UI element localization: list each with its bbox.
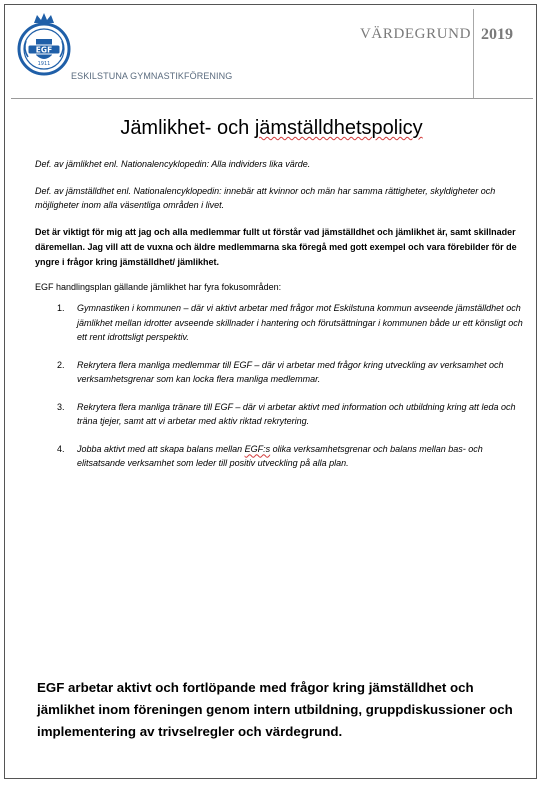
list-number: 2. [57, 359, 65, 370]
organization-name: ESKILSTUNA GYMNASTIKFÖRENING [71, 71, 233, 81]
list-item [35, 358, 525, 387]
document-year: 2019 [481, 26, 513, 43]
list-text: Rekrytera flera manliga tränare till EGF – där vi arbetar aktivt med information och utbildning kring att leda och träna tjejer, samt att vi arbetar med aktiv riktad rekrytering. [77, 401, 516, 426]
list-item [35, 301, 525, 345]
list-text: Rekrytera flera manliga medlemmar till EGF – där vi arbetar med frågor kring utveckling av verksamhet och verksamhetsgrenar som kan locka flera manliga medlemmar. [77, 359, 504, 384]
list-number: 3. [57, 401, 65, 412]
list-item [35, 442, 525, 471]
document-page [4, 4, 537, 779]
plan-intro: EGF handlingsplan gällande jämlikhet har fyra fokusområden: [35, 282, 282, 292]
document-label: VÄRDEGRUND [360, 26, 471, 42]
closing-statement: EGF arbetar aktivt och fortlöpande med frågor kring jämställdhet och jämlikhet inom föreningen genom intern utbildning, gruppdiskussioner och implementering av trivselregler och värdegrund. [37, 680, 513, 739]
list-text-after: olika verksamhetsgrenar och balans mellan bas- och elitsatsande verksamhet som leder till positiv utveckling på alla plan. [77, 443, 483, 468]
definition-equality: Def. av jämlikhet enl. Nationalencyklopedin: Alla individers lika värde. [35, 159, 311, 169]
focus-area-list [35, 301, 525, 484]
list-number: 4. [57, 443, 65, 454]
header-right [357, 23, 535, 98]
header-divider [473, 9, 474, 99]
title-squiggle-word: jämställdhetspolicy [254, 117, 423, 139]
definition-gender-equality: Def. av jämställdhet enl. Nationalencyklopedin: innebär att kvinnor och män har samma rättigheter, skyldigheter och möjligheter inom alla väsentliga områden i livet. [35, 186, 496, 210]
policy-statement: Det är viktigt för mig att jag och alla medlemmar fullt ut förstår vad jämställdhet och jämlikhet är, samt skillnader däremellan. Jag vill att de vuxna och äldre medlemmarna ska föregå med gott exempel och vara förebilder för de yngre i frågor kring jämställdhet/ jämlikhet. [35, 227, 517, 267]
logo-year: 1911 [37, 61, 51, 67]
title-main: Jämlikhet- och [120, 117, 255, 139]
logo-text: EGF [35, 45, 53, 55]
list-number: 1. [57, 303, 65, 313]
page-title [5, 117, 538, 140]
list-text-before: Jobba aktivt med att skapa balans mellan [77, 443, 245, 454]
list-text-squiggle: EGF:s [244, 443, 271, 454]
list-text: Gymnastiken i kommunen – där vi aktivt arbetar med frågor mot Eskilstuna kommun avseende jämställdhet och jämlikhet mellan idrotter avseende skillnader i hantering och förutsättningar i kommunen både ur ett könsligt och ett rent idrottsligt perspektiv. [77, 303, 523, 342]
list-item [35, 400, 525, 429]
header-rule [11, 98, 533, 99]
egf-logo [14, 11, 74, 81]
